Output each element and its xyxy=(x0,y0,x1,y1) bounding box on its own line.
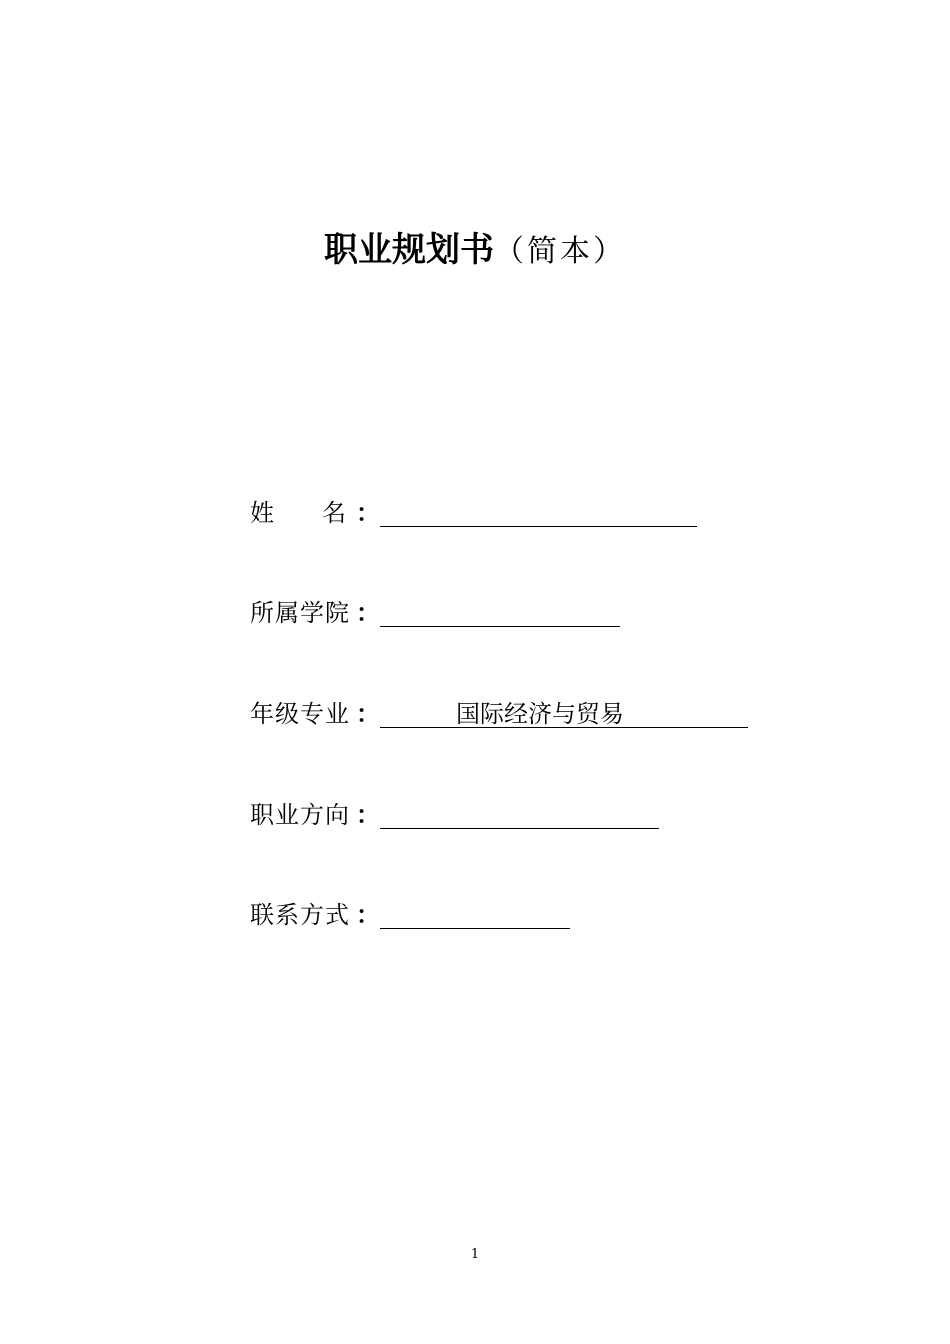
page-number: 1 xyxy=(470,1247,480,1262)
contact-input-line[interactable] xyxy=(380,928,570,929)
contact-colon: ： xyxy=(356,901,380,929)
major-colon: ： xyxy=(356,700,380,728)
college-colon: ： xyxy=(356,599,380,627)
name-label-last: 名 xyxy=(322,499,346,527)
document-title xyxy=(0,226,950,280)
career-label: 职业方向 xyxy=(250,801,350,829)
name-colon: ： xyxy=(356,499,380,527)
title-subtitle: （简本） xyxy=(494,234,626,269)
college-field xyxy=(250,595,710,631)
name-label-first: 姓 xyxy=(250,499,274,527)
name-field xyxy=(250,495,710,531)
major-field xyxy=(250,696,770,732)
major-value: 国际经济与贸易 xyxy=(456,700,624,728)
career-colon: ： xyxy=(356,801,380,829)
college-input-line[interactable] xyxy=(380,626,620,627)
name-label xyxy=(250,495,346,531)
career-input-line[interactable] xyxy=(380,828,659,829)
major-label: 年级专业 xyxy=(250,700,350,728)
name-input-line[interactable] xyxy=(380,526,697,527)
career-field xyxy=(250,797,710,833)
contact-field xyxy=(250,897,710,933)
contact-label: 联系方式 xyxy=(250,901,350,929)
college-label: 所属学院 xyxy=(250,599,350,627)
title-main: 职业规划书 xyxy=(324,230,494,270)
